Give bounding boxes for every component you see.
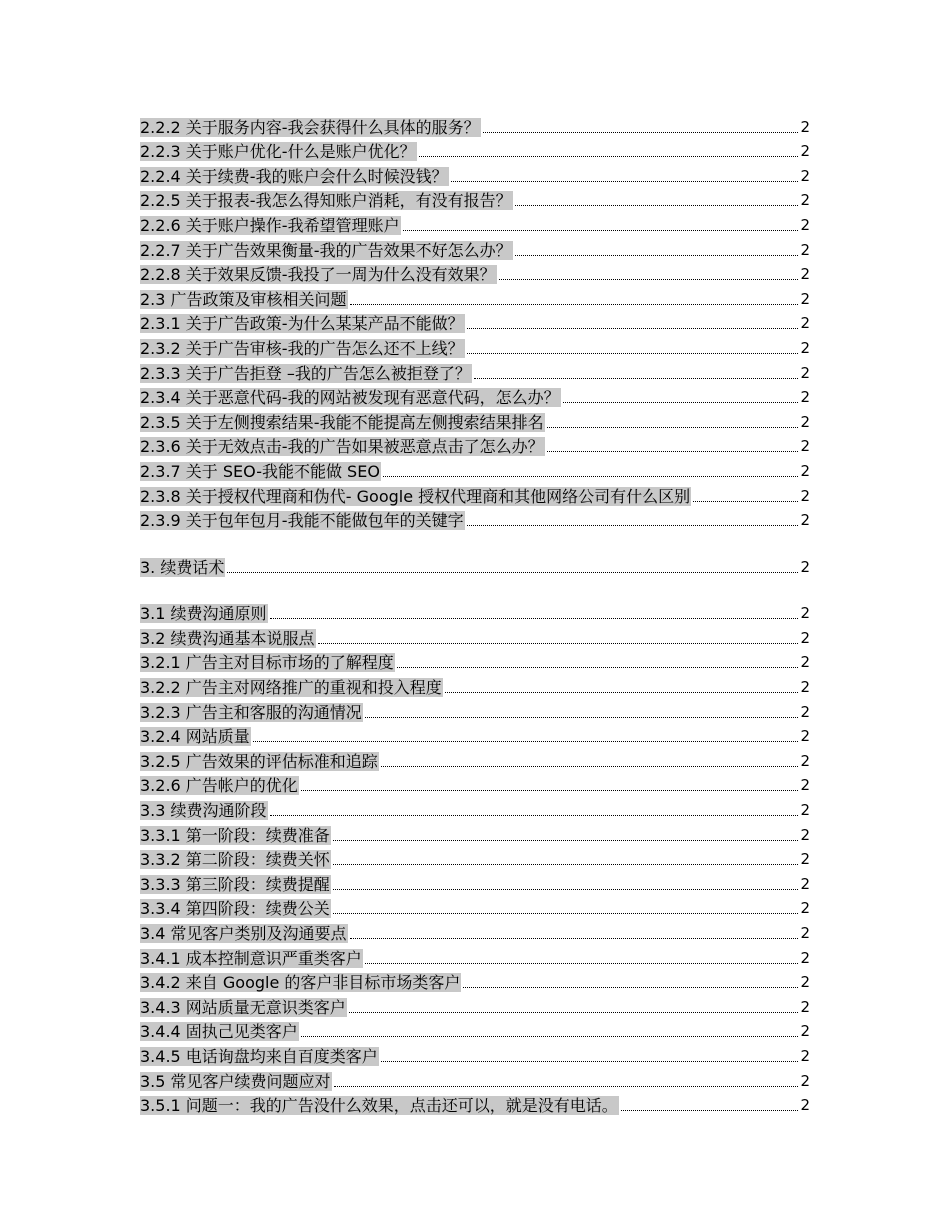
toc-entry-title[interactable]: 3.2.6 广告帐户的优化 [140, 776, 298, 796]
toc-entry-page-number: 2 [800, 604, 810, 623]
toc-entry-page-number: 2 [800, 727, 810, 746]
toc-entry-title[interactable]: 3.3.2 第二阶段：续费关怀 [140, 850, 330, 870]
toc-entry-title[interactable]: 2.2.3 关于账户优化-什么是账户优化？ [140, 142, 416, 162]
toc-dot-leader [515, 255, 799, 256]
toc-entry[interactable] [140, 1017, 810, 1042]
toc-entry-title[interactable]: 2.2.5 关于报表-我怎么得知账户消耗，有没有报告？ [140, 191, 512, 211]
toc-entry-title[interactable]: 3.4.1 成本控制意识严重类客户 [140, 948, 362, 968]
toc-entry-page-number: 2 [800, 1096, 810, 1115]
toc-entry-title[interactable]: 3.2.1 广告主对目标市场的了解程度 [140, 653, 394, 673]
toc-entry-page-number: 2 [800, 117, 810, 136]
toc-entry[interactable] [140, 407, 810, 432]
toc-entry-title[interactable]: 3.2.5 广告效果的评估标准和追踪 [140, 751, 378, 771]
toc-entry-page-number: 2 [800, 653, 810, 672]
toc-entry-page-number: 2 [800, 240, 810, 259]
toc-dot-leader [467, 328, 799, 329]
toc-entry[interactable] [140, 210, 810, 235]
toc-entry-page-number: 2 [800, 388, 810, 407]
toc-entry-page-number: 2 [800, 191, 810, 210]
toc-dot-leader [253, 741, 799, 742]
toc-dot-leader [403, 230, 799, 231]
toc-entry[interactable] [140, 820, 810, 845]
toc-entry-title[interactable]: 3.3.4 第四阶段：续费公关 [140, 899, 330, 919]
toc-dot-leader [333, 840, 799, 841]
toc-entry-title[interactable]: 3.3 续费沟通阶段 [140, 801, 267, 821]
toc-entry-page-number: 2 [800, 628, 810, 647]
toc-entry-title[interactable]: 2.3.4 关于恶意代码-我的网站被发现有恶意代码，怎么办？ [140, 388, 560, 408]
toc-entry-title[interactable]: 2.3.1 关于广告政策-为什么某某产品不能做？ [140, 314, 464, 334]
toc-entry-title[interactable]: 3.1 续费沟通原则 [140, 604, 267, 624]
toc-dot-leader [301, 790, 799, 791]
toc-entry[interactable] [140, 1066, 810, 1091]
toc-entry[interactable] [140, 432, 810, 457]
toc-entry-title[interactable]: 3. 续费话术 [140, 557, 225, 577]
toc-dot-leader [693, 501, 798, 502]
toc-entry-title[interactable]: 3.4.2 来自 Google 的客户非目标市场类客户 [140, 973, 461, 993]
toc-entry[interactable] [140, 137, 810, 162]
toc-dot-leader [365, 963, 799, 964]
toc-entry-page-number: 2 [800, 850, 810, 869]
toc-entry-page-number: 2 [800, 215, 810, 234]
toc-dot-leader [333, 889, 799, 890]
toc-entry[interactable] [140, 161, 810, 186]
toc-entry-page-number: 2 [800, 557, 810, 576]
toc-entry[interactable] [140, 358, 810, 383]
toc-entry[interactable] [140, 112, 810, 137]
toc-entry-page-number: 2 [800, 412, 810, 431]
toc-entry-title[interactable]: 3.5 常见客户续费问题应对 [140, 1071, 331, 1091]
toc-entry-page-number: 2 [800, 702, 810, 721]
toc-entry[interactable] [140, 918, 810, 943]
toc-entry[interactable] [140, 235, 810, 260]
toc-dot-leader [270, 815, 799, 816]
toc-entry-title[interactable]: 3.2.2 广告主对网络推广的重视和投入程度 [140, 678, 442, 698]
toc-dot-leader [397, 667, 799, 668]
toc-entry-title[interactable]: 3.4.4 固执己见类客户 [140, 1022, 298, 1042]
toc-entry-page-number: 2 [800, 314, 810, 333]
toc-entry-title[interactable]: 2.2.7 关于广告效果衡量-我的广告效果不好怎么办？ [140, 240, 512, 260]
toc-entry-title[interactable]: 3.2 续费沟通基本说服点 [140, 628, 315, 648]
toc-entry-title[interactable]: 3.4.5 电话询盘均来自百度类客户 [140, 1046, 378, 1066]
toc-entry[interactable] [140, 992, 810, 1017]
toc-entry-title[interactable]: 2.2.4 关于续费-我的账户会什么时候没钱？ [140, 166, 448, 186]
toc-entry-title[interactable]: 2.3.9 关于包年包月-我能不能做包年的关键字 [140, 511, 464, 531]
toc-entry-title[interactable]: 2.2.8 关于效果反馈-我投了一周为什么没有效果？ [140, 265, 496, 285]
toc-entry[interactable] [140, 260, 810, 285]
toc-entry-page-number: 2 [800, 678, 810, 697]
toc-entry-title[interactable]: 3.2.3 广告主和客服的沟通情况 [140, 702, 362, 722]
toc-entry[interactable] [140, 552, 810, 577]
toc-entry[interactable] [140, 771, 810, 796]
toc-dot-leader [301, 1036, 799, 1037]
toc-entry-title[interactable]: 2.3.3 关于广告拒登 –我的广告怎么被拒登了？ [140, 363, 471, 383]
toc-dot-leader [381, 766, 799, 767]
toc-entry-title[interactable]: 2.3.5 关于左侧搜索结果-我能不能提高左侧搜索结果排名 [140, 412, 544, 432]
toc-entry-title[interactable]: 2.3.8 关于授权代理商和伪代- Google 授权代理商和其他网络公司有什么区别 [140, 486, 691, 506]
toc-entry[interactable] [140, 623, 810, 648]
toc-dot-leader [349, 1012, 799, 1013]
toc-entry[interactable] [140, 943, 810, 968]
toc-entry-page-number: 2 [800, 511, 810, 530]
toc-entry[interactable] [140, 309, 810, 334]
toc-entry[interactable] [140, 845, 810, 870]
toc-dot-leader [334, 1086, 799, 1087]
toc-entry-page-number: 2 [800, 437, 810, 456]
toc-entry-title[interactable]: 3.4.3 网站质量无意识类客户 [140, 997, 346, 1017]
toc-entry-page-number: 2 [800, 973, 810, 992]
toc-dot-leader [333, 864, 799, 865]
toc-entry[interactable] [140, 968, 810, 993]
toc-dot-leader [350, 938, 799, 939]
toc-dot-leader [451, 181, 799, 182]
toc-dot-leader [318, 643, 799, 644]
toc-entry-title[interactable]: 3.5.1 问题一：我的广告没什么效果，点击还可以，就是没有电话。 [140, 1096, 618, 1116]
toc-page [140, 112, 810, 1115]
toc-entry[interactable] [140, 383, 810, 408]
toc-dot-leader [227, 572, 798, 573]
toc-entry[interactable] [140, 697, 810, 722]
toc-entry[interactable] [140, 648, 810, 673]
toc-entry[interactable] [140, 722, 810, 747]
toc-dot-leader [515, 205, 799, 206]
toc-entry-title[interactable]: 2.3.7 关于 SEO-我能不能做 SEO [140, 461, 380, 481]
toc-dot-leader [621, 1110, 799, 1111]
toc-entry-title[interactable]: 2.2.6 关于账户操作-我希望管理账户 [140, 215, 400, 235]
toc-entry-title[interactable]: 2.3.6 关于无效点击-我的广告如果被恶意点击了怎么办？ [140, 437, 544, 457]
toc-dot-leader [463, 987, 798, 988]
toc-entry-page-number: 2 [800, 363, 810, 382]
toc-entry[interactable] [140, 333, 810, 358]
toc-entry[interactable] [140, 1091, 810, 1116]
toc-entry[interactable] [140, 284, 810, 309]
toc-dot-leader [381, 1061, 799, 1062]
toc-dot-leader [365, 717, 799, 718]
toc-entry[interactable] [140, 1041, 810, 1066]
toc-dot-leader [445, 692, 799, 693]
toc-entry-page-number: 2 [800, 948, 810, 967]
toc-dot-leader [383, 476, 799, 477]
toc-dot-leader [270, 618, 799, 619]
toc-dot-leader [483, 132, 799, 133]
toc-entry[interactable] [140, 599, 810, 624]
toc-entry-page-number: 2 [800, 289, 810, 308]
toc-dot-leader [563, 402, 799, 403]
toc-dot-leader [474, 378, 799, 379]
toc-dot-leader [333, 913, 799, 914]
toc-dot-leader [350, 304, 799, 305]
toc-entry-page-number: 2 [800, 776, 810, 795]
toc-entry[interactable] [140, 506, 810, 531]
toc-entry-title[interactable]: 2.3 广告政策及审核相关问题 [140, 289, 347, 309]
toc-entry-title[interactable]: 2.2.2 关于服务内容-我会获得什么具体的服务？ [140, 117, 480, 137]
toc-entry[interactable] [140, 795, 810, 820]
toc-entry-page-number: 2 [800, 751, 810, 770]
toc-entry[interactable] [140, 456, 810, 481]
toc-entry-page-number: 2 [800, 461, 810, 480]
toc-entry-title[interactable]: 3.4 常见客户类别及沟通要点 [140, 924, 347, 943]
toc-entry[interactable] [140, 481, 810, 506]
toc-entry[interactable] [140, 672, 810, 697]
toc-entry-page-number: 2 [800, 997, 810, 1016]
toc-entry-page-number: 2 [800, 801, 810, 820]
toc-entry-page-number: 2 [800, 1071, 810, 1090]
toc-entry-title[interactable]: 3.3.1 第一阶段：续费准备 [140, 825, 330, 845]
toc-entry-page-number: 2 [800, 825, 810, 844]
toc-dot-leader [547, 451, 799, 452]
toc-entry-page-number: 2 [800, 874, 810, 893]
toc-entry-page-number: 2 [800, 338, 810, 357]
toc-entry[interactable] [140, 746, 810, 771]
toc-entry-page-number: 2 [800, 1046, 810, 1065]
toc-entry-page-number: 2 [800, 1022, 810, 1041]
toc-dot-leader [547, 427, 799, 428]
toc-entry-page-number: 2 [800, 899, 810, 918]
toc-entry[interactable] [140, 869, 810, 894]
toc-entry-title[interactable]: 2.3.2 关于广告审核-我的广告怎么还不上线？ [140, 338, 464, 358]
toc-entry-title[interactable]: 3.2.4 网站质量 [140, 727, 250, 747]
toc-entry-page-number: 2 [800, 486, 810, 505]
toc-dot-leader [419, 156, 799, 157]
toc-list [140, 112, 810, 1115]
toc-dot-leader [467, 525, 799, 526]
toc-dot-leader [499, 279, 799, 280]
toc-entry[interactable] [140, 894, 810, 919]
toc-entry-page-number: 2 [800, 142, 810, 161]
toc-entry[interactable] [140, 186, 810, 211]
toc-entry-page-number: 2 [800, 166, 810, 185]
toc-entry-page-number: 2 [800, 265, 810, 284]
toc-entry-page-number: 2 [800, 924, 810, 942]
toc-dot-leader [467, 353, 799, 354]
toc-entry-title[interactable]: 3.3.3 第三阶段：续费提醒 [140, 874, 330, 894]
